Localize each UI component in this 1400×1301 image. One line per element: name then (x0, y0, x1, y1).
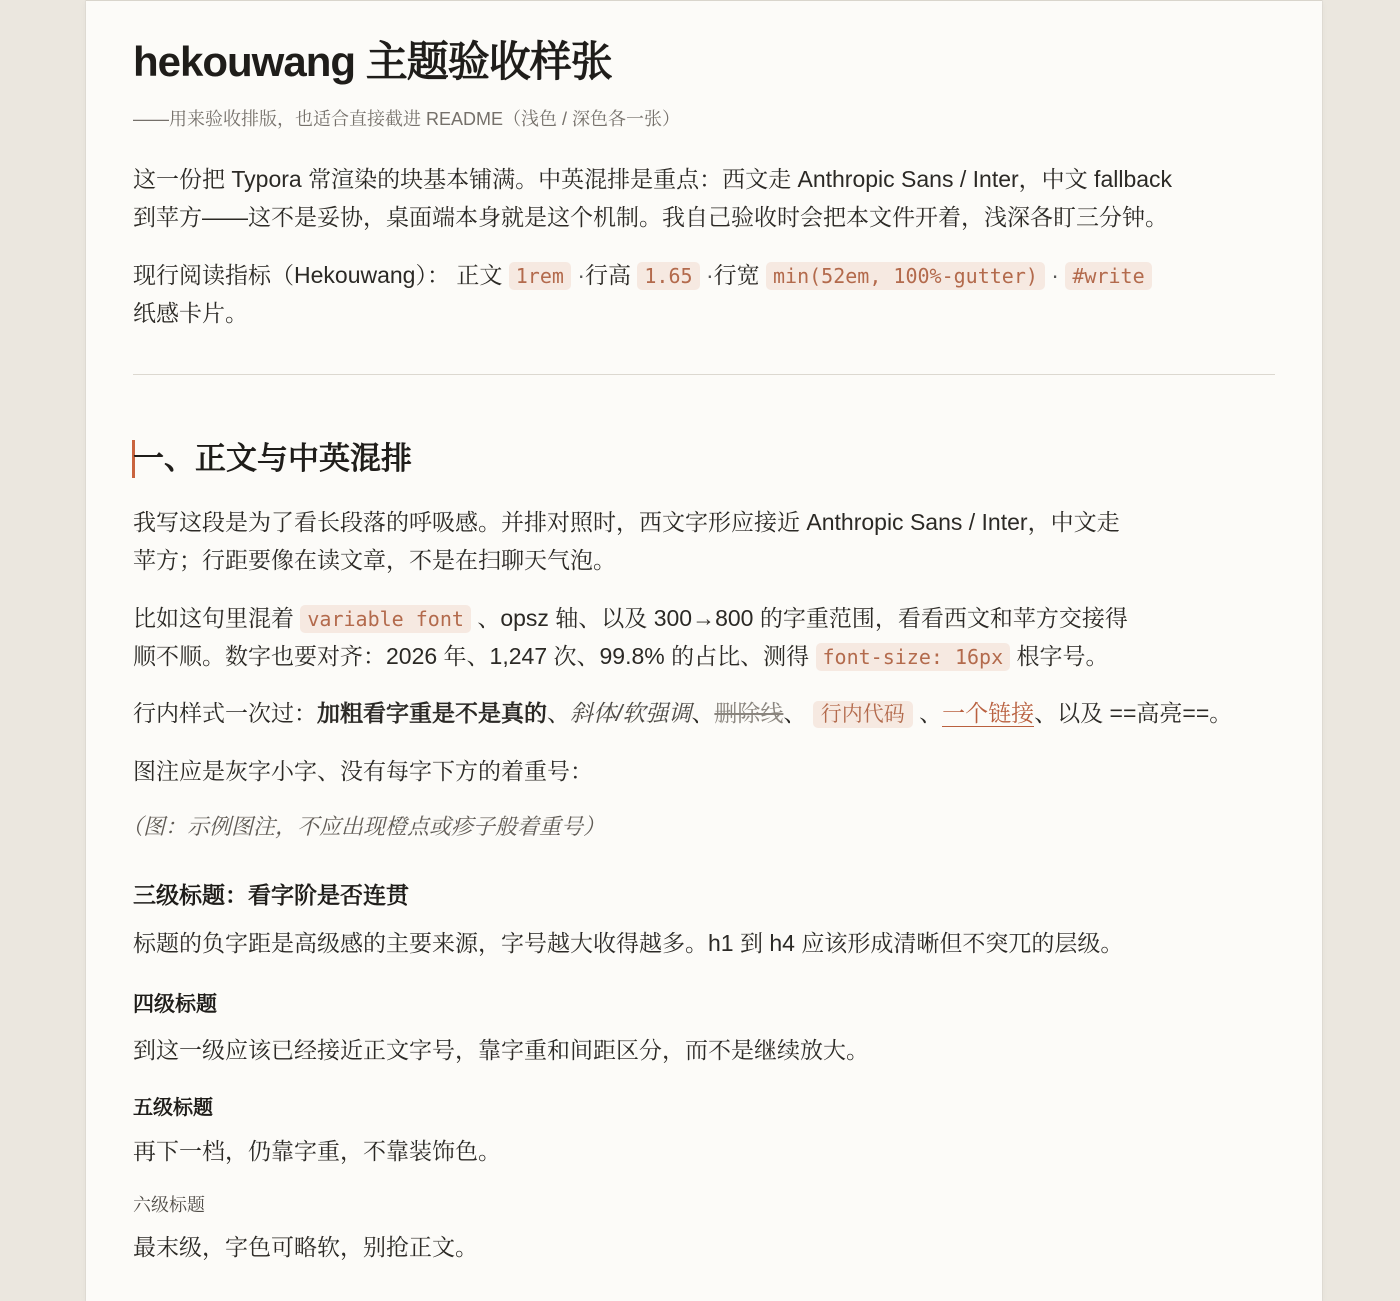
metrics-line-height-value: 1.65 (637, 262, 699, 290)
bold-text: 加粗看字重是不是真的 (317, 700, 547, 726)
heading-h3: 三级标题：看字阶是否连贯 (133, 882, 409, 908)
italic-text: 斜体/软强调 (570, 700, 692, 726)
metrics-width-label: 行宽 (713, 262, 760, 288)
metrics-paragraph (133, 256, 1152, 295)
h4-body-paragraph: 到这一级应该已经接近正文字号，靠字重和间距区分，而不是继续放大。 (133, 1037, 869, 1063)
figure-caption: （图：示例图注，不应出现橙点或疹子般着重号） (121, 814, 606, 839)
section1-paragraph-2-line-2 (133, 637, 1109, 676)
h5-body-paragraph: 再下一档，仍靠字重，不靠装饰色。 (133, 1138, 501, 1164)
inline-code-variable-font: variable font (300, 605, 471, 633)
section1-paragraph-2-line-1 (133, 599, 1128, 638)
section1-paragraph-1-line-2: 苹方；行距要像在读文章，不是在扫聊天气泡。 (133, 547, 616, 573)
metrics-separator: · (577, 262, 585, 288)
paragraph-text: 比如这句里混着 (133, 605, 294, 631)
metrics-width-value: min(52em, 100%-gutter) (766, 262, 1045, 290)
paragraph-text: 根字号。 (1016, 643, 1109, 669)
h6-body-paragraph: 最末级，字色可略软，别抢正文。 (133, 1234, 478, 1260)
punctuation: 、 (783, 700, 807, 726)
metrics-separator: · (705, 262, 714, 288)
heading-h5: 五级标题 (133, 1097, 213, 1119)
inline-styles-paragraph (133, 694, 1232, 734)
heading-h4: 四级标题 (133, 993, 217, 1016)
horizontal-rule (133, 374, 1275, 375)
metrics-paragraph-line-2: 纸感卡片。 (133, 300, 248, 326)
punctuation: 、 (691, 700, 715, 726)
metrics-label: 现行阅读指标（Hekouwang）： (133, 262, 450, 288)
caption-intro-paragraph: 图注应是灰字小字、没有每字下方的着重号： (133, 758, 593, 784)
metrics-body-value: 1rem (509, 262, 571, 290)
inline-code-cjk: 行内代码 (813, 701, 913, 728)
metrics-write-value: #write (1065, 262, 1151, 290)
punctuation: 、 (547, 700, 570, 726)
strikethrough-text: 删除线 (714, 700, 784, 726)
h3-body-paragraph: 标题的负字距是高级感的主要来源，字号越大收得越多。h1 到 h4 应该形成清晰但不突兀的层级。 (133, 930, 1124, 956)
section-heading-h2: 一、正文与中英混排 (133, 441, 412, 476)
metrics-line-height-label: 行高 (584, 262, 631, 288)
inline-code-font-size: font-size: 16px (816, 643, 1011, 671)
intro-paragraph-line-2: 到苹方——这不是妥协，桌面端本身就是这个机制。我自己验收时会把本文件开着，浅深各盯三分钟。 (133, 204, 1168, 230)
page-subtitle: ——用来验收排版，也适合直接截进 README（浅色 / 深色各一张） (133, 109, 681, 129)
metrics-separator: · (1051, 262, 1059, 288)
metrics-body-label: 正文 (456, 262, 503, 288)
paragraph-text: 顺不顺。数字也要对齐：2026 年、1,247 次、99.8% 的占比、测得 (133, 643, 810, 669)
paragraph-text: 、opsz 轴、以及 300→800 的字重范围，看看西文和苹方交接得 (477, 605, 1128, 631)
paragraph-text: 、以及 ==高亮==。 (1034, 700, 1233, 726)
page-title: hekouwang 主题验收样张 (133, 38, 612, 85)
intro-paragraph-line-1: 这一份把 Typora 常渲染的块基本铺满。中英混排是重点：西文走 Anthropic Sans / Inter，中文 fallback (133, 166, 1173, 192)
heading-h6: 六级标题 (133, 1195, 205, 1215)
punctuation: 、 (919, 700, 943, 726)
paragraph-text: 行内样式一次过： (133, 700, 317, 726)
section1-paragraph-1-line-1: 我写这段是为了看长段落的呼吸感。并排对照时，西文字形应接近 Anthropic Sans / Inter，中文走 (133, 509, 1120, 535)
inline-link[interactable]: 一个链接 (942, 700, 1035, 726)
